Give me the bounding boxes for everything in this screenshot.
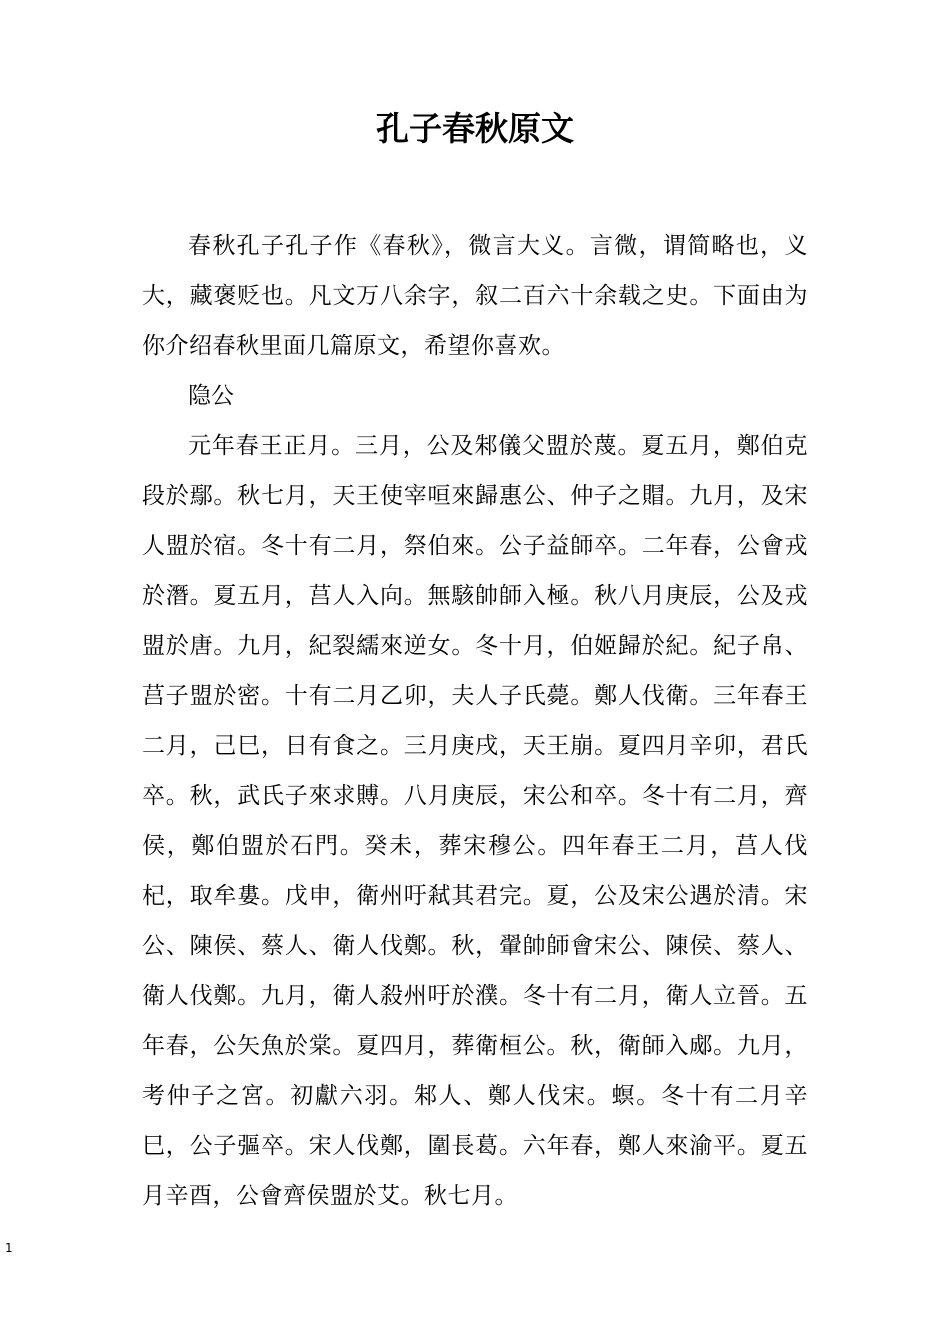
page-number: 1 <box>5 1241 13 1255</box>
section-heading: 隐公 <box>188 383 234 409</box>
section-paragraph: 元年春王正月。三月，公及邾儀父盟於蔑。夏五月，鄭伯克段於鄢。秋七月，天王使宰咺來歸惠公、仲子之賵。九月，及宋人盟於宿。冬十有二月，祭伯來。公子益師卒。二年春，公會戎於潛。夏五月，莒人入向。無駭帥師入極。秋八月庚辰，公及戎盟於唐。九月，紀裂繻來逆女。冬十月，伯姬歸於紀。紀子帛、莒子盟於密。十有二月乙卯，夫人子氏薨。鄭人伐衛。三年春王二月，己巳，日有食之。三月庚戌，天王崩。夏四月辛卯，君氏卒。秋，武氏子來求賻。八月庚辰，宋公和卒。冬十有二月，齊侯，鄭伯盟於石門。癸未，葬宋穆公。四年春王二月，莒人伐杞，取牟婁。戊申，衛州吁弒其君完。夏，公及宋公遇於清。宋公、陳侯、蔡人、衛人伐鄭。秋，翬帥師會宋公、陳侯、蔡人、衛人伐鄭。九月，衛人殺州吁於濮。冬十有二月，衛人立晉。五年春，公矢魚於棠。夏四月，葬衛桓公。秋，衛師入郕。九月，考仲子之宮。初獻六羽。邾人、鄭人伐宋。螟。冬十有二月辛巳，公子彄卒。宋人伐鄭，圍長葛。六年春，鄭人來渝平。夏五月辛酉，公會齊侯盟於艾。秋七月。 <box>142 433 808 1209</box>
document-title: 孔子春秋原文 <box>376 109 574 148</box>
document-body <box>142 221 808 1221</box>
intro-paragraph: 春秋孔子孔子作《春秋》，微言大义。言微，谓简略也，义大，藏褒贬也。凡文万八余字，叙二百六十余载之史。下面由为你介绍春秋里面几篇原文，希望你喜欢。 <box>142 233 808 359</box>
